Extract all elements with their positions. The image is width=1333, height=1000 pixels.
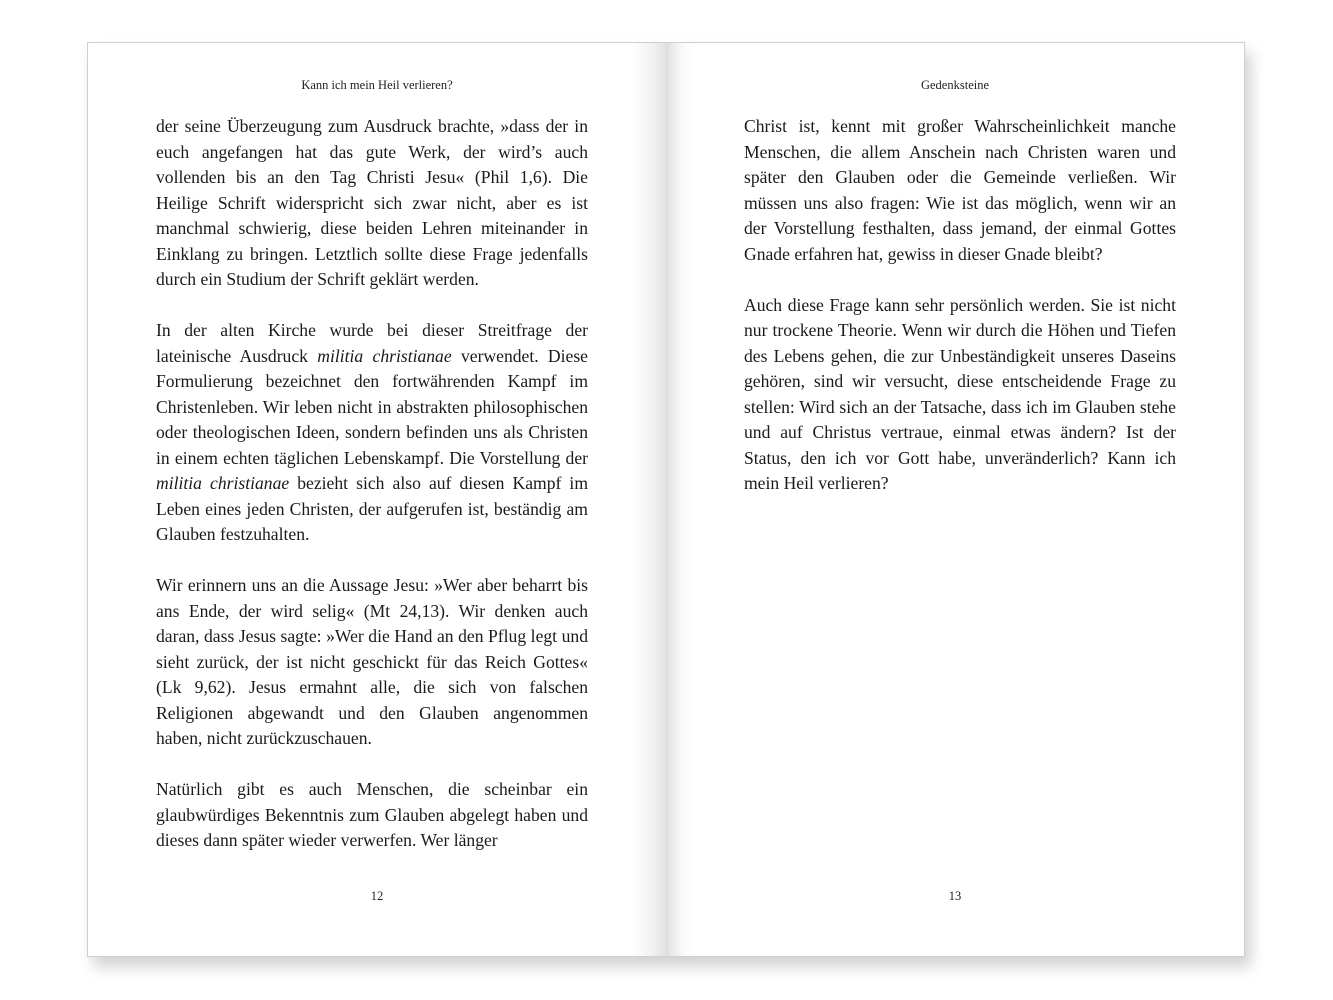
page-number-right: 13 [948,889,962,903]
paragraph [156,318,588,548]
latin-term: militia christianae [317,345,452,366]
body-text-left [156,114,588,854]
text-run: bezieht sich also auf diesen Kampf im Leben eines jeden Christen, der aufgerufen ist, beständig am Glauben festzuhalten. [156,473,588,544]
text-run: verwendet. Diese Formulierung bezeichnet den fortwährenden Kampf im Christenleben. Wir leben nicht in abstrakten philosophischen oder theologischen Ideen, sondern befinden uns als Christen in einem echten täglichen Lebenskampf. Die Vorstellung der [156,345,588,468]
latin-term: militia christianae [156,473,290,493]
text-run: Auch diese Frage kann sehr persönlich werden. Sie ist nicht nur trockene Theorie. Wenn wir durch die Höhen und Tiefen des Lebens gehen, die zur Unbeständigkeit unseres Daseins gehören, sind wir versucht, diese entscheidende Frage zu stellen: Wird sich an der Tatsache, dass ich im Glauben stehe und auf Christus vertraue, einmal etwas ändern? Ist der Status, den ich vor Gott habe, unveränderlich? Kann ich mein Heil verlieren? [744,294,1176,493]
paragraph [744,293,1176,497]
text-run: Wir erinnern uns an die Aussage Jesu: »Wer aber beharrt bis ans Ende, der wird selig« (Mt 24,13). Wir denken auch daran, dass Jesus sagte: »Wer die Hand an den Pflug legt und sieht zurück, der ist nicht geschickt für das Reich Gottes« (Lk 9,62). Jesus ermahnt alle, die sich von falschen Religionen abgewandt und den Glauben angenommen haben, nicht zurückzuschauen. [156,575,588,748]
paragraph [156,114,588,293]
running-head-right: Gedenksteine [920,78,990,92]
paragraph [156,777,588,854]
right-page [666,42,1245,957]
text-run: Christ ist, kennt mit großer Wahrscheinlichkeit manche Menschen, die allem Anschein nach Christen waren und später den Glauben oder die Gemeinde verließen. Wir müssen uns also fragen: Wie ist das möglich, wenn wir an der Vorstellung festhalten, dass jemand, der einmal Gottes Gnade erfahren hat, gewiss in dieser Gnade bleibt? [744,116,1176,264]
paragraph [156,573,588,752]
paragraph [744,114,1176,267]
text-run: der seine Überzeugung zum Ausdruck brachte, »dass der in euch angefangen hat das gute Werk, der wird’s auch vollenden bis an den Tag Christi Jesu« (Phil 1,6). Die Heilige Schrift widerspricht sich zwar nicht, aber es ist manchmal schwierig, diese beiden Lehren miteinander in Einklang zu bringen. Letztlich sollte diese Frage jedenfalls durch ein Studium der Schrift geklärt werden. [156,116,588,289]
left-page [87,42,666,957]
text-run: Natürlich gibt es auch Menschen, die scheinbar ein glaubwürdiges Bekenntnis zum Glauben abgelegt haben und dieses dann später wieder verwerfen. Wer länger [156,779,588,850]
text-run: In der alten Kirche wurde bei dieser Streitfrage der lateinische Ausdruck [156,320,588,366]
running-head-left: Kann ich mein Heil verlieren? [301,78,453,92]
page-number-left: 12 [370,889,384,903]
body-text-right [744,114,1176,497]
book-spread [87,42,1245,957]
